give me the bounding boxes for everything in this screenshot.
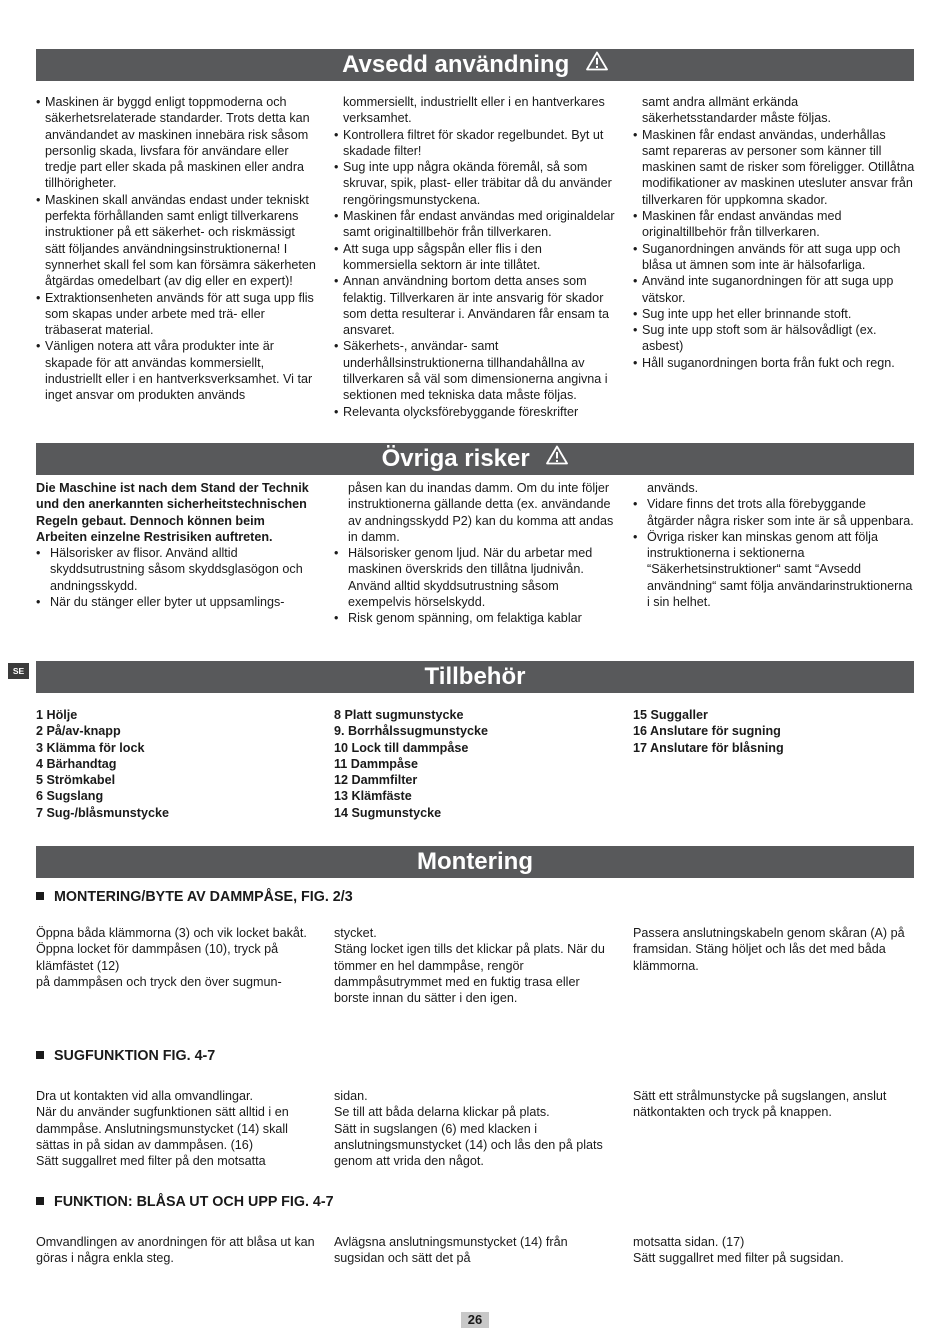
- list-item: • Maskinen får endast användas, underhållas samt repareras av personer som känner till maskinen samt de risker som föreligger. Otillåtna modifikationer av maskinen utesluter ansvar från tillverkaren för uppkomna skador.: [633, 127, 915, 208]
- list-item: • Maskinen är byggd enligt toppmoderna och säkerhetsrelaterade standarder. Trots detta kan användandet av maskinen innebära risk såsom personlig skada, livsfara för användare eller tredje part eller skada på maskinen eller andra tillhörigheter.: [36, 94, 316, 192]
- list-item: • Vänligen notera att våra produkter inte är skapade för att användas kommersiellt, industriellt eller i en hantverksverksamhet. Vi tar inget ansvar om produkten används: [36, 338, 316, 403]
- subheading-blasa: FUNKTION: BLÅSA UT OCH UPP FIG. 4-7: [36, 1193, 334, 1211]
- section-title: Övriga risker: [381, 445, 530, 472]
- paragraph: Sätt suggallret med filter på den motsatta: [36, 1154, 266, 1169]
- montering-2-column-2: [334, 1088, 616, 1169]
- list-item: • Relevanta olycksförebyggande föreskrifter: [334, 404, 616, 420]
- section-title: Avsedd användning: [342, 51, 570, 78]
- list-item: • Hälsorisker av flisor. Använd alltid skyddsutrustning såsom skyddsglasögon och andningsskydd.: [36, 545, 316, 594]
- paragraph: Omvandlingen av anordningen för att blåsa ut kan göras i några enkla steg.: [36, 1235, 315, 1266]
- accessory-list-2: [334, 707, 616, 821]
- accessory-item: 3 Klämma för lock: [36, 740, 145, 755]
- paragraph: Se till att båda delarna klickar på plats.: [334, 1105, 550, 1120]
- montering-1-column-1: [36, 925, 316, 990]
- accessory-item: 5 Strömkabel: [36, 773, 116, 788]
- square-bullet-icon: [36, 1197, 44, 1205]
- accessory-item: 1 Hölje: [36, 708, 78, 722]
- subheading-sugfunktion: SUGFUNKTION FIG. 4-7: [36, 1047, 215, 1065]
- accessory-item: 2 På/av-knapp: [36, 724, 121, 739]
- page-number: 26: [461, 1312, 489, 1328]
- warning-triangle-icon: [546, 442, 568, 474]
- accessory-item: 14 Sugmunstycke: [334, 805, 442, 820]
- accessory-item: 10 Lock till dammpåse: [334, 740, 469, 755]
- accessory-list-3: [633, 707, 915, 756]
- montering-3-column-3: [633, 1234, 915, 1267]
- list-item: • Maskinen får endast användas med originaltillbehör från tillverkaren.: [633, 208, 915, 241]
- montering-3-column-1: [36, 1234, 316, 1267]
- paragraph: sidan.: [334, 1089, 368, 1103]
- montering-1-column-2: [334, 925, 616, 1006]
- paragraph: Avlägsna anslutningsmunstycket (14) från sugsidan och sätt det på: [334, 1235, 568, 1266]
- montering-2-column-3: [633, 1088, 915, 1121]
- ovriga-intro: Die Maschine ist nach dem Stand der Technik und den anerkannten sicherheitstechnischen Regeln gebaut. Dennoch können beim Arbeiten einzelne Restrisiken auftreten.: [36, 481, 309, 544]
- paragraph: på dammpåsen och tryck den över sugmun-: [36, 974, 282, 989]
- paragraph: När du använder sugfunktionen sätt alltid i en dammpåse. Anslutningsmunstycket (14) skall sättas in på sidan av dammpåsen. (16): [36, 1105, 289, 1152]
- square-bullet-icon: [36, 892, 44, 900]
- list-item: används.: [647, 481, 699, 495]
- section-header-ovriga: [36, 443, 914, 475]
- ovriga-column-2: [334, 480, 616, 627]
- list-item: • Risk genom spänning, om felaktiga kablar: [334, 610, 616, 626]
- paragraph: stycket.: [334, 926, 377, 940]
- avsedd-column-2: [334, 94, 616, 420]
- square-bullet-icon: [36, 1051, 44, 1059]
- list-item: • Vidare finns det trots alla förebyggande åtgärder några risker som inte är så uppenbara.: [633, 496, 915, 529]
- list-item: • Använd inte suganordningen för att suga upp vätskor.: [633, 273, 915, 306]
- avsedd-column-3: [633, 94, 915, 371]
- accessory-item: 11 Dammpåse: [334, 756, 419, 771]
- list-item: • När du stänger eller byter ut uppsamlings-: [36, 594, 316, 610]
- list-item: • Sug inte upp några okända föremål, så som skruvar, spik, plast- eller träbitar då du använder rengöringsmunstyckena.: [334, 159, 616, 208]
- section-header-tillbehor: [36, 661, 914, 693]
- accessory-item: 17 Anslutare för blåsning: [633, 740, 784, 755]
- accessory-item: 12 Dammfilter: [334, 773, 418, 788]
- list-item: • Kontrollera filtret för skador regelbundet. Byt ut skadade filter!: [334, 127, 616, 160]
- paragraph: Dra ut kontakten vid alla omvandlingar.: [36, 1089, 254, 1103]
- list-item: • Övriga risker kan minskas genom att följa instruktionerna i sektionerna “Säkerhetsinstruktioner“ samt “Avsedd användning“ samt följa användarinstruktionerna i sin helhet.: [633, 529, 915, 610]
- accessory-item: 9. Borrhålssugmunstycke: [334, 724, 488, 739]
- list-item: • Säkerhets-, användar- samt underhållsinstruktionerna tillhandahållna av tillverkaren så väl som dimensionerna angivna i sektionen med tekniska data måste följas.: [334, 338, 616, 403]
- accessory-item: 4 Bärhandtag: [36, 756, 117, 771]
- list-item: • Maskinen får endast användas med originaldelar samt originaltillbehör från tillverkaren.: [334, 208, 616, 241]
- paragraph: Passera anslutningskabeln genom skåran (A) på framsidan. Stäng höljet och lås det med båda klämmorna.: [633, 926, 905, 973]
- accessory-item: 13 Klämfäste: [334, 789, 412, 804]
- accessory-item: 6 Sugslang: [36, 789, 104, 804]
- ovriga-column-3: [633, 480, 915, 610]
- list-item: • Maskinen skall användas endast under tekniskt perfekta förhållanden samt enligt tillverkarens instruktioner på ett säkerhet- och riskmässigt sätt följandes användningsinstruktionerna! I synnerhet skall fel som kan försämra säkerheten åtgärdas omedelbart (av dig eller en expert)!: [36, 192, 316, 290]
- paragraph: Öppna locket för dammpåsen (10), tryck på klämfästet (12): [36, 942, 279, 973]
- paragraph: Sätt suggallret med filter på sugsidan.: [633, 1251, 844, 1266]
- list-item: • Hälsorisker genom ljud. När du arbetar med maskinen överskrids den tillåtna ljudnivån. Använd alltid skyddsutrustning såsom exempelvis hörselskydd.: [334, 545, 616, 610]
- avsedd-column-1: [36, 94, 316, 404]
- section-header-montering: [36, 846, 914, 878]
- paragraph: motsatta sidan. (17): [633, 1235, 745, 1249]
- list-item: • Annan användning bortom detta anses som felaktig. Tillverkaren är inte ansvarig för skador som detta resulterar i. Användaren får ensam ta ansvaret.: [334, 273, 616, 338]
- subheading-dammpase: MONTERING/BYTE AV DAMMPÅSE, FIG. 2/3: [36, 888, 353, 906]
- ovriga-column-1: [36, 480, 316, 610]
- list-item: • Sug inte upp stoft som är hälsovådligt (ex. asbest): [633, 322, 915, 355]
- list-item: • Suganordningen används för att suga upp och blåsa ut ämnen som inte är hälsofarliga.: [633, 241, 915, 274]
- language-tab: SE: [8, 663, 29, 679]
- paragraph: Sätt in sugslangen (6) med klacken i anslutningsmunstycket (14) och lås den på plats genom att vrida den något.: [334, 1121, 603, 1169]
- accessory-list-1: [36, 707, 316, 821]
- list-item: samt andra allmänt erkända säkerhetsstandarder måste följas.: [642, 95, 831, 126]
- paragraph: Öppna båda klämmorna (3) och vik locket bakåt.: [36, 926, 307, 940]
- accessory-item: 7 Sug-/blåsmunstycke: [36, 805, 169, 820]
- list-item: kommersiellt, industriellt eller i en hantverkares verksamhet.: [343, 95, 605, 126]
- list-item: • Håll suganordningen borta från fukt och regn.: [633, 355, 915, 371]
- list-item: • Extraktionsenheten används för att suga upp flis som skapas under arbete med trä- eller träbaserat material.: [36, 290, 316, 339]
- list-item: • Sug inte upp het eller brinnande stoft.: [633, 306, 915, 322]
- section-header-avsedd: [36, 49, 914, 81]
- list-item: påsen kan du inandas damm. Om du inte följer instruktionerna gällande detta (ex. användande av andningsskydd P2) kan du komma att andas in damm.: [348, 481, 614, 544]
- paragraph: Stäng locket igen tills det klickar på plats. När du tömmer en hel dammpåse, rengör dammpåsutrymmet med en fuktig trasa eller borste innan du sätter i den igen.: [334, 942, 605, 1006]
- accessory-item: 15 Suggaller: [633, 708, 708, 722]
- paragraph: Sätt ett strålmunstycke på sugslangen, anslut nätkontakten och tryck på knappen.: [633, 1089, 887, 1120]
- accessory-item: 8 Platt sugmunstycke: [334, 708, 464, 722]
- montering-3-column-2: [334, 1234, 616, 1267]
- montering-1-column-3: [633, 925, 915, 974]
- section-title: Montering: [417, 848, 533, 875]
- list-item: • Att suga upp sågspån eller flis i den kommersiella sektorn är inte tillåtet.: [334, 241, 616, 274]
- section-title: Tillbehör: [424, 663, 526, 690]
- warning-triangle-icon: [586, 48, 608, 80]
- montering-2-column-1: [36, 1088, 316, 1169]
- accessory-item: 16 Anslutare för sugning: [633, 724, 781, 739]
